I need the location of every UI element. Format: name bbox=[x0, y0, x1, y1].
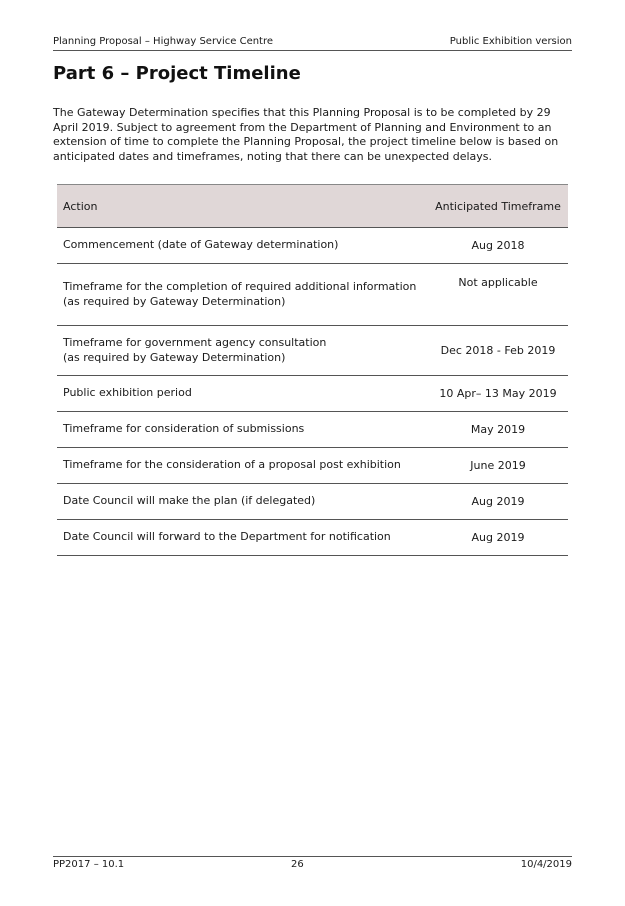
action-cell bbox=[57, 412, 428, 448]
action-cell bbox=[57, 326, 428, 376]
table-row bbox=[57, 228, 568, 264]
timeframe-cell: Aug 2019 bbox=[428, 520, 568, 556]
page-number: 26 bbox=[291, 859, 304, 870]
action-cell bbox=[57, 264, 428, 326]
action-cell bbox=[57, 376, 428, 412]
header-divider bbox=[53, 50, 572, 51]
timeframe-cell: Aug 2019 bbox=[428, 484, 568, 520]
table-row bbox=[57, 376, 568, 412]
column-header-action: Action bbox=[57, 185, 428, 228]
page-footer bbox=[53, 858, 572, 872]
action-text: Commencement (date of Gateway determination) bbox=[63, 238, 339, 252]
timeframe-cell: June 2019 bbox=[428, 448, 568, 484]
table-row bbox=[57, 484, 568, 520]
action-text: Public exhibition period bbox=[63, 386, 192, 400]
header-document-title: Planning Proposal – Highway Service Centre bbox=[53, 36, 274, 47]
timeframe-cell: May 2019 bbox=[428, 412, 568, 448]
footer-divider bbox=[53, 856, 572, 857]
action-cell bbox=[57, 448, 428, 484]
page-header bbox=[53, 35, 572, 49]
action-text: Timeframe for consideration of submissions bbox=[63, 422, 305, 436]
timeframe-cell: Aug 2018 bbox=[428, 228, 568, 264]
table-row bbox=[57, 412, 568, 448]
action-text: Timeframe for the consideration of a proposal post exhibition bbox=[63, 458, 401, 472]
table-row bbox=[57, 326, 568, 376]
timeframe-cell: Dec 2018 - Feb 2019 bbox=[428, 326, 568, 376]
action-cell bbox=[57, 484, 428, 520]
action-note: (as required by Gateway Determination) bbox=[63, 350, 286, 364]
action-text: Date Council will make the plan (if delegated) bbox=[63, 494, 316, 508]
action-note: (as required by Gateway Determination) bbox=[63, 294, 286, 308]
footer-document-code: PP2017 – 10.1 bbox=[53, 859, 125, 870]
project-timeline-table bbox=[57, 184, 568, 556]
action-cell bbox=[57, 520, 428, 556]
timeframe-cell: 10 Apr– 13 May 2019 bbox=[428, 376, 568, 412]
action-text: Timeframe for the completion of required additional information bbox=[63, 280, 417, 293]
page-title: Part 6 – Project Timeline bbox=[53, 63, 301, 84]
header-version-label: Public Exhibition version bbox=[449, 36, 572, 47]
table-row bbox=[57, 264, 568, 326]
action-text: Timeframe for government agency consultation bbox=[63, 336, 327, 349]
timeframe-cell: Not applicable bbox=[428, 264, 568, 326]
intro-paragraph: The Gateway Determination specifies that this Planning Proposal is to be completed by 29 April 2019. Subject to agreement from the Department of Planning and Environment to an extension of time to complete the Planning Proposal, the project timeline below is based on anticipated dates and timeframes, noting that there can be unexpected delays. bbox=[53, 106, 559, 163]
action-text: Date Council will forward to the Department for notification bbox=[63, 530, 391, 544]
table-row bbox=[57, 520, 568, 556]
action-cell bbox=[57, 228, 428, 264]
column-header-timeframe: Anticipated Timeframe bbox=[428, 185, 568, 228]
table-row bbox=[57, 448, 568, 484]
table-header-row bbox=[57, 185, 568, 228]
footer-date: 10/4/2019 bbox=[520, 859, 572, 870]
